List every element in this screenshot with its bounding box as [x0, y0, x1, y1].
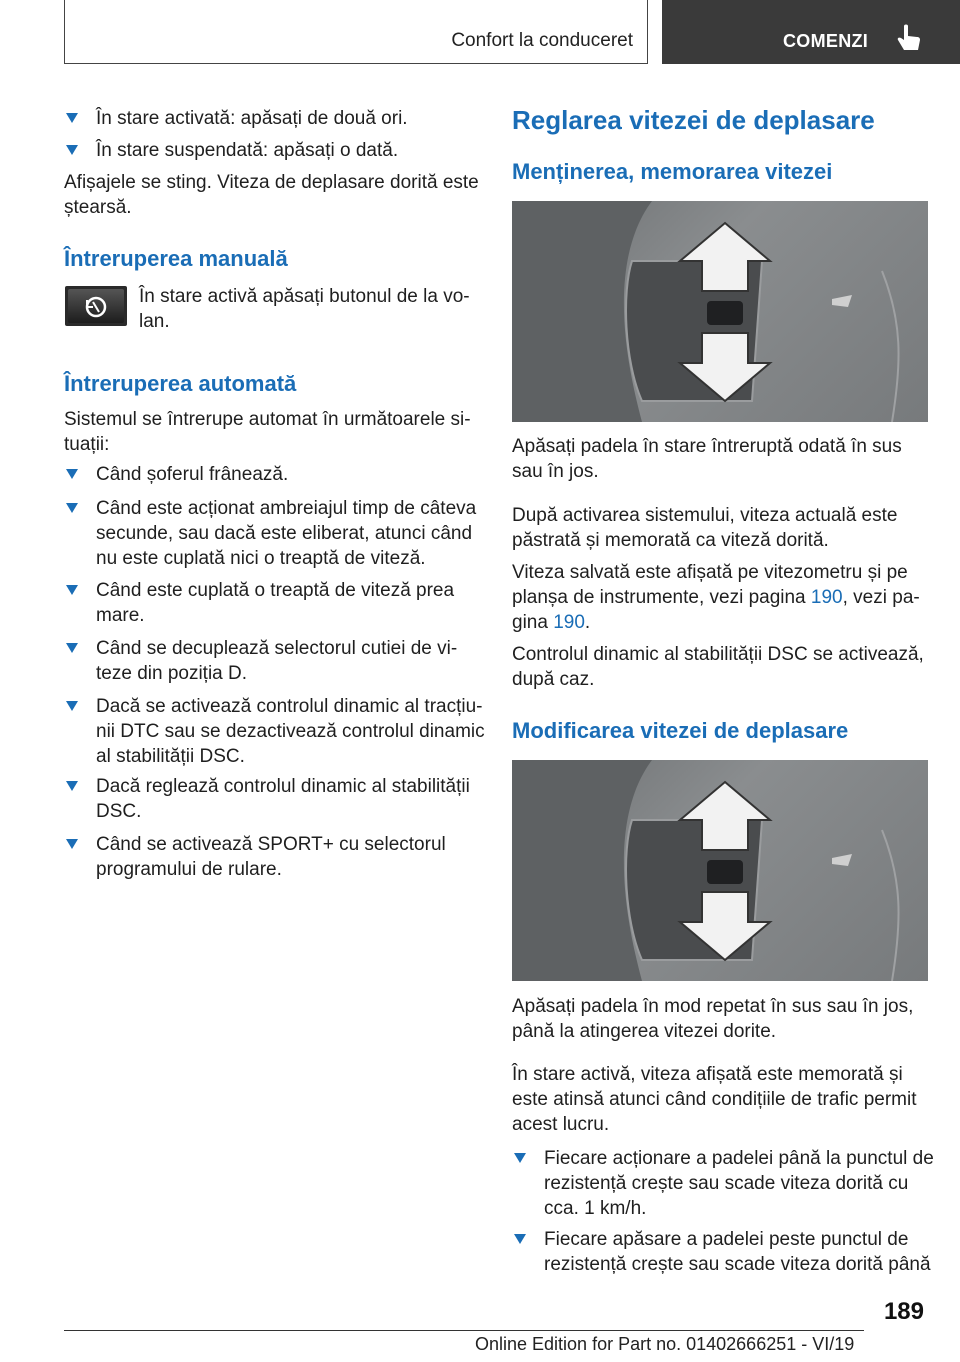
list-item: Când se decuplează selectorul cutiei de vi- teze din poziția D. [66, 636, 516, 686]
paragraph: Apăsați padela în mod repetat în sus sau în jos, până la atingerea vitezei dorite. [512, 996, 914, 1042]
list-item: Dacă se activează controlul dinamic al tracțiu- nii DTC sau se dezactivează controlul dinamic al stabilității DSC. [66, 694, 521, 769]
steering-button-icon [65, 286, 127, 326]
bullet-triangle-icon [514, 1153, 526, 1163]
heading-keep-speed: Menținerea, memorarea vitezei [512, 159, 833, 184]
list-item: Fiecare acționare a padelei până la punctul de rezistență crește sau scade viteza dorită cu cca. 1 km/h. [514, 1146, 960, 1221]
bullet-triangle-icon [66, 781, 78, 791]
bullet-triangle-icon [66, 145, 78, 155]
hand-pointer-icon [894, 22, 924, 56]
heading-modify-speed: Modificarea vitezei de deplasare [512, 718, 849, 743]
list-item: Când se activează SPORT+ cu selectorul programului de rulare. [66, 832, 516, 882]
header-section-box [64, 0, 648, 64]
header-section-title: Confort la conduceret [451, 30, 633, 51]
heading-manual-interruption: Întreruperea manuală [64, 246, 288, 271]
list-item: Când șoferul frânează. [66, 462, 516, 487]
page-title: Reglarea vitezei de deplasare [512, 105, 875, 135]
paragraph: După activarea sistemului, viteza actuală este păstrată și memorată ca viteză dorită. [512, 505, 898, 551]
paragraph: Viteza salvată este afișată pe vitezometru și pe planșa de instrumente, vezi pagina 190, vezi pa- gina 190. [512, 562, 920, 633]
bullet-triangle-icon [66, 585, 78, 595]
edition-text: Online Edition for Part no. 01402666251 - VI/19 [475, 1334, 855, 1354]
paragraph: Apăsați padela în stare întreruptă odată în sus sau în jos. [512, 436, 902, 482]
bullet-triangle-icon [66, 113, 78, 123]
list-item: Fiecare apăsare a padelei peste punctul de rezistență crește sau scade viteza dorită până [514, 1227, 960, 1277]
bullet-triangle-icon [514, 1234, 526, 1244]
header-chapter-box [662, 0, 960, 64]
footer-divider [64, 1330, 864, 1331]
steering-wheel-image [512, 760, 928, 981]
list-item: Când este cuplată o treaptă de viteză prea mare. [66, 578, 516, 628]
bullet-triangle-icon [66, 839, 78, 849]
page-number: 189 [883, 1298, 924, 1325]
page-link[interactable]: 190 [810, 587, 843, 608]
page-link[interactable]: 190 [553, 612, 585, 633]
bullet-triangle-icon [66, 643, 78, 653]
manual-text: În stare activă apăsați butonul de la vo- lan. [139, 286, 470, 332]
paragraph: Afișajele se sting. Viteza de deplasare dorită este ștearsă. [64, 172, 479, 218]
bullet-triangle-icon [66, 701, 78, 711]
bullet-triangle-icon [66, 469, 78, 479]
list-item: Dacă reglează controlul dinamic al stabilității DSC. [66, 774, 516, 824]
steering-wheel-image [512, 201, 928, 422]
list-item: În stare suspendată: apăsați o dată. [66, 138, 516, 163]
bullet-triangle-icon [66, 503, 78, 513]
list-item: Când este acționat ambreiajul timp de câteva secunde, sau dacă este eliberat, atunci când nu este cuplată nici o treaptă de viteză. [66, 496, 516, 571]
paragraph: Sistemul se întrerupe automat în următoarele si- tuații: [64, 409, 471, 455]
paragraph: În stare activă, viteza afișată este memorată și este atinsă atunci când condițiile de trafic permit acest lucru. [512, 1064, 917, 1135]
heading-automatic-interruption: Întreruperea automată [64, 371, 297, 396]
list-item: În stare activată: apăsați de două ori. [66, 106, 516, 131]
paragraph: Controlul dinamic al stabilității DSC se activează, după caz. [512, 644, 924, 690]
header-chapter-title: COMENZI [783, 31, 869, 51]
